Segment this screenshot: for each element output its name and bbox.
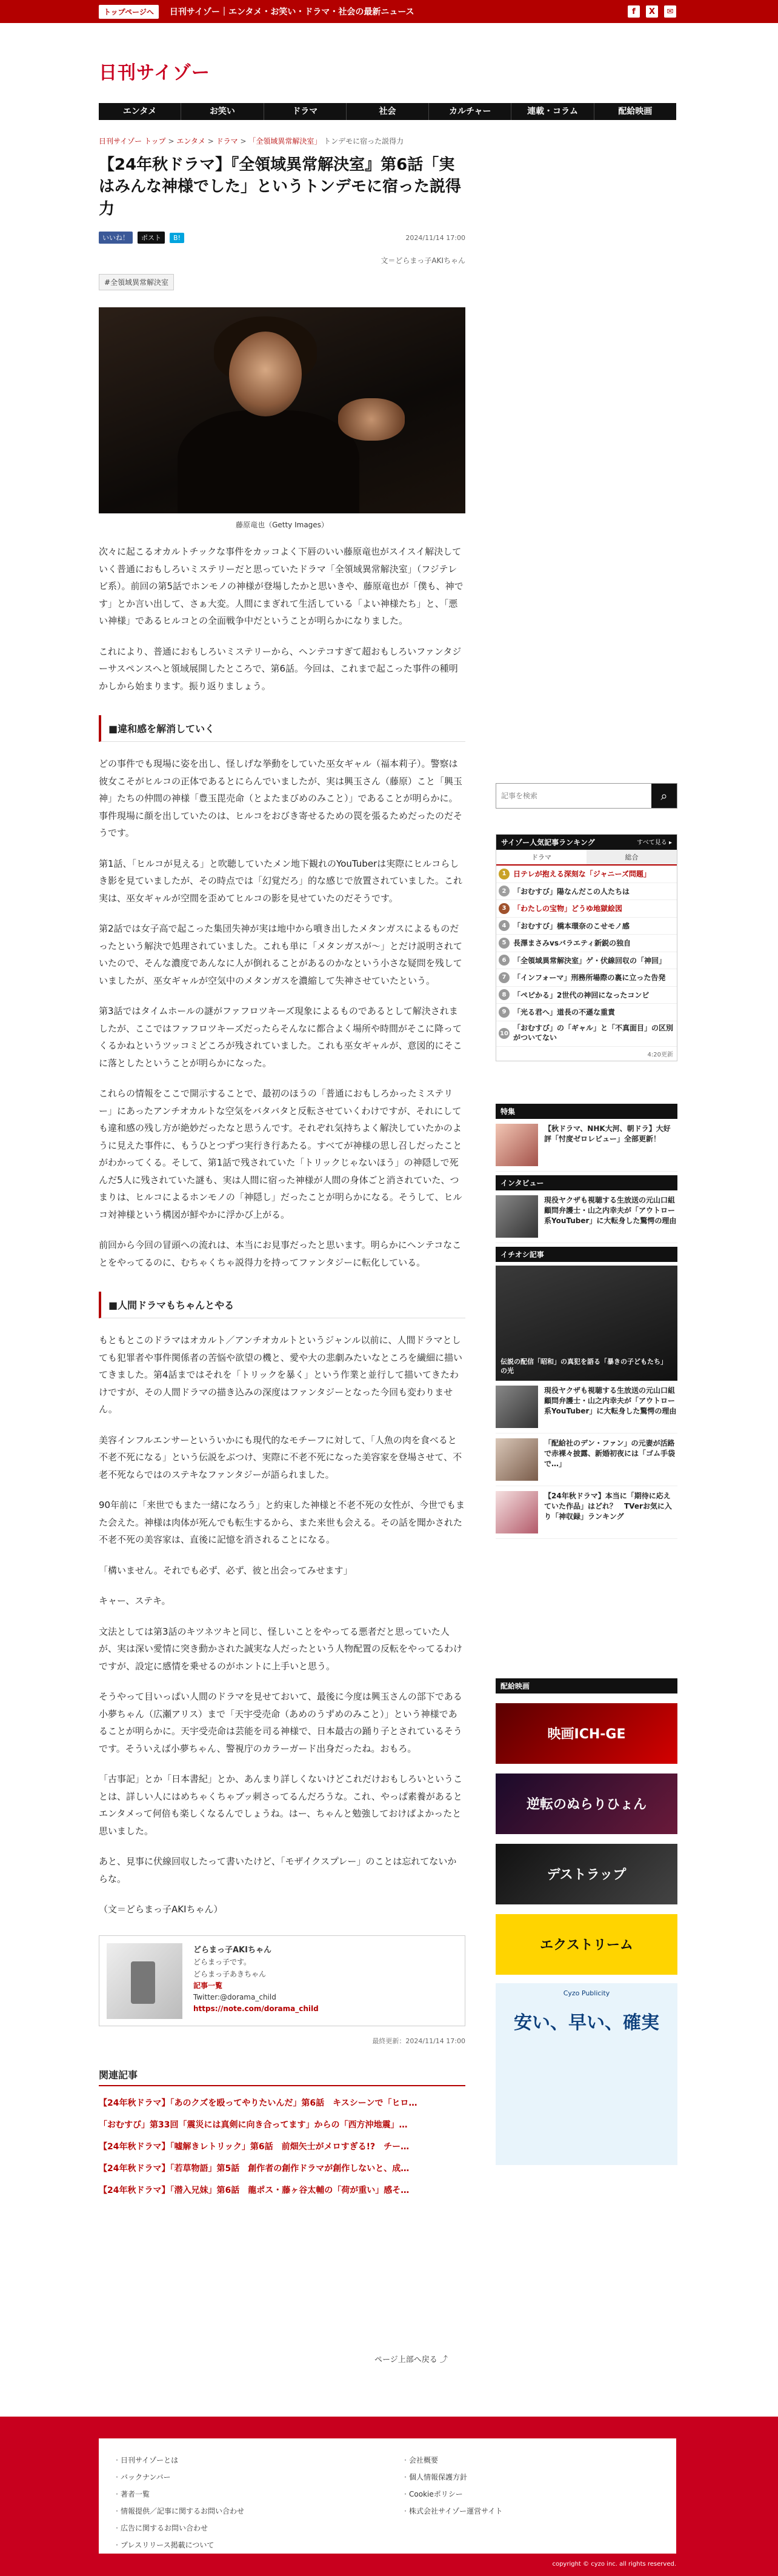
hero-figure-body xyxy=(178,410,359,513)
ranking-item[interactable] xyxy=(496,900,677,918)
share-row xyxy=(99,232,465,243)
ranking-item-title: 「ペピかる」2世代の神回になったコンビ xyxy=(513,990,650,999)
footer-col-1 xyxy=(113,2452,244,2554)
x-post-button[interactable]: ポスト xyxy=(138,232,165,244)
footer-col-2 xyxy=(402,2452,502,2520)
body-paragraph: 「構いません。それでも必ず、必ず、彼と出会ってみせます」 xyxy=(99,1564,353,1576)
search-icon[interactable]: ⌕ xyxy=(651,784,677,808)
ranking-item[interactable] xyxy=(496,1021,677,1047)
hero-figure-hand xyxy=(338,398,405,441)
rank-number: 6 xyxy=(499,955,510,966)
article-tag[interactable]: #全領域異常解決室 xyxy=(99,274,174,290)
promo-banner[interactable] xyxy=(496,1983,677,2165)
body-paragraph: これらの情報をここで開示することで、最初のほうの「普通におもしろかったミステリー」にあったアンチオカルトな空気をバタバタと反転させていくわけですが、それにしても違和感の残し方が絶妙だったなと思うんです。それぞれ気持ちよく解決していたかのように見えた事件に、もうひとつずつ実行き行あたる。すべてが神様の思し召しだったことがわかってくる。そして、第1話で残されていた「トリックじゃないほう」の神隠しで死んだ5人に残されていた謎も、実は人間に宿った神様が人間の身体ごと消されていた、つまりは、ヒルコによるホンモノの「神隠し」だったことが明らかになる。そうして、ヒルコ対神様という構図が鮮やかに浮かび上がる。 xyxy=(99,1088,462,1220)
top-bar xyxy=(0,0,778,23)
interview-title: 現役ヤクザも視聴する生放送の元山口組顧問弁護士・山之内幸夫が「アウトロー系YouTuber」に大転身した驚愕の理由 xyxy=(544,1195,677,1226)
breadcrumb-show[interactable]: 「全領域異常解決室」 xyxy=(248,137,322,145)
footer-link[interactable]: ・ プレスリリース掲載について xyxy=(113,2537,244,2554)
breadcrumb-sep: > xyxy=(240,137,247,145)
rank-number: 10 xyxy=(499,1028,510,1039)
nav-item-culture[interactable]: カルチャー xyxy=(429,103,511,120)
promo-sub: Cyzo Publicity xyxy=(563,1989,610,1997)
rank-number: 7 xyxy=(499,972,510,983)
breadcrumb-sep: > xyxy=(168,137,175,145)
mail-icon[interactable]: ✉ xyxy=(664,5,676,18)
movie-banner[interactable]: デストラップ xyxy=(496,1844,677,1904)
movie-header: 配給映画 xyxy=(496,1678,677,1693)
x-icon[interactable]: X xyxy=(646,5,658,18)
nav-item-movie[interactable]: 配給映画 xyxy=(618,107,653,116)
movie-banner[interactable]: 逆転のぬらりひょん xyxy=(496,1774,677,1834)
author-avatar xyxy=(107,1943,182,2019)
last-updated: 最終更新：2024/11/14 17:00 xyxy=(372,2037,465,2045)
breadcrumb-current: トンデモに宿った説得力 xyxy=(324,137,404,145)
ranking-item-title: 「おむすび」の「ギャル」と「不真面目」の区別がついてない xyxy=(513,1024,674,1042)
facebook-like-button[interactable]: いいね！ xyxy=(99,232,133,244)
ranking-more-link[interactable]: すべて見る ▸ xyxy=(637,839,672,846)
main-nav xyxy=(99,103,676,120)
site-logo-text: 日刊サイゾー xyxy=(99,62,210,84)
body-paragraph: そうやって目いっぱい人間のドラマを見せておいて、最後に今度は興玉さんの部下である小夢ちゃん（広瀬アリス）まで「天宇受売命（あめのうずめのみこと）」という神様であることが明らかに。天宇受売命は芸能を司る神様で、日本最古の踊り子とされているそうです。そういえば小夢ちゃん、警視庁のカラーガード出身だったね。おもろ。 xyxy=(99,1691,462,1754)
feature-thumbnail xyxy=(496,1124,538,1166)
interview-header: インタビュー xyxy=(496,1175,677,1190)
social-links xyxy=(628,5,676,18)
interview-thumbnail xyxy=(496,1195,538,1238)
sidebar xyxy=(496,783,677,2165)
page-top-label: ページ上部へ戻る xyxy=(374,2355,437,2364)
feature-item[interactable] xyxy=(496,1119,677,1172)
footer-link[interactable]: ・ 株式会社サイゾー運営サイト xyxy=(402,2503,502,2520)
tab-all[interactable]: 総合 xyxy=(587,850,677,864)
body-paragraph: どの事件でも現場に姿を出し、怪しげな挙動をしていた巫女ギャル（福本莉子）。警察は彼女こそがヒルコの正体であるとにらんでいましたが、実は興玉さん（藤原）こと「興玉神」たちの仲間の神様「豊玉毘売命（とよたまびめのみこと）」であることが明らかに。事件現場に顔を出していたのは、ヒルコをおびき寄せるための罠を張るためだったのだそうです。 xyxy=(99,758,463,839)
author-url[interactable]: https://note.com/dorama_child xyxy=(193,2004,319,2014)
footer-link[interactable]: ・ Cookieポリシー xyxy=(402,2486,502,2503)
hatena-bookmark-button[interactable]: B! xyxy=(170,233,184,243)
ranking-item[interactable] xyxy=(496,918,677,935)
footer xyxy=(0,2417,778,2576)
feature-title: 【秋ドラマ、NHK大河、朝ドラ】大好評「忖度ゼロレビュー」全部更新！ xyxy=(544,1124,671,1143)
ranking-item-title: 「おむすび」橋本環奈のこせモノ感 xyxy=(513,921,630,930)
author-name[interactable]: どらまっ子AKIちゃん xyxy=(193,1945,271,1955)
movie-banner[interactable]: エクストリーム xyxy=(496,1914,677,1975)
arrow-up-icon: ⤴ xyxy=(439,2355,448,2364)
copyright: copyright © cyzo inc. all rights reserved. xyxy=(552,2561,676,2568)
ranking-item-title: 「全領域異常解決室」ゲ・伏線回収の「神回」 xyxy=(513,956,667,965)
ranking-header xyxy=(496,835,677,850)
ranking-item[interactable] xyxy=(496,883,677,901)
pickup-item[interactable] xyxy=(496,1381,677,1433)
body-paragraph: 美容インフルエンサーといういかにも現代的なモチーフに対して、「人魚の肉を食べると不老不死になる」という伝説をぶつけ、実際に不老不死になった美容家を登場させて、不老不死ならではのステキなファンタジーが語られました。 xyxy=(99,1434,462,1480)
facebook-icon[interactable]: f xyxy=(628,5,640,18)
related-list xyxy=(99,2092,465,2201)
author-bio-2: どらまっ子あきちゃん xyxy=(193,1969,267,1978)
rank-number: 3 xyxy=(499,903,510,914)
ranking-updated: 4:20更新 xyxy=(647,1051,673,1058)
ranking-list xyxy=(496,866,677,1047)
footer-link[interactable]: ・ バックナンバー xyxy=(113,2469,244,2486)
footer-link[interactable]: ・ 広告に関するお問い合わせ xyxy=(113,2520,244,2537)
pickup-title: 現役ヤクザも視聴する生放送の元山口組顧問弁護士・山之内幸夫が「アウトロー系YouTuber」に大転身した驚愕の理由 xyxy=(544,1386,677,1416)
promo-title: 安い、早い、確実 xyxy=(514,2012,659,2034)
ranking-item[interactable] xyxy=(496,987,677,1004)
hero-photo xyxy=(99,307,465,513)
author-twitter[interactable]: Twitter:@dorama_child xyxy=(193,1993,276,2002)
search-input[interactable] xyxy=(496,784,651,808)
breadcrumb xyxy=(99,136,404,146)
body-paragraph: もともとこのドラマはオカルト／アンチオカルトというジャンル以前に、人間ドラマとしても犯罪者や事件関係者の苦悩や欲望の機と、愛や大の悲劇みたいなところを繊細に描いてきました。第4話まではそれを「トリックを暴く」という作業と並行して描いてきたわけですが、その人間ドラマの描き込みの深度はファンタジーとなった今回も変わりません。 xyxy=(99,1335,463,1415)
page-top-link[interactable] xyxy=(374,2353,448,2364)
pickup-thumbnail xyxy=(496,1438,538,1481)
related-link[interactable]: 【24年秋ドラマ】「潜入兄妹」第6話 龍ポス・藤ヶ谷太輔の「荷が重い」感そ… xyxy=(99,2185,410,2195)
site-tagline: 日刊サイゾー｜エンタメ・お笑い・ドラマ・社会の最新ニュース xyxy=(169,7,414,17)
publish-date: 2024/11/14 17:00 xyxy=(405,233,465,242)
movie-section xyxy=(496,1678,677,1975)
toppage-button[interactable]: トップページへ xyxy=(99,5,159,19)
rank-number: 9 xyxy=(499,1007,510,1018)
rank-number: 5 xyxy=(499,938,510,949)
feature-section xyxy=(496,1104,677,1172)
body-paragraph: 第1話、「ヒルコが見える」と吹聴していたメン地下観れのYouTuberは実際にヒルコらしき影を見ていましたが、その時点では「幻覚だろ」的な感じで放置されていました。これ実は、巫女ギャルが空間を歪めてヒルコの影を見せていたのだそうです。 xyxy=(99,858,463,904)
nav-item-column[interactable]: 連載・コラム xyxy=(511,103,594,120)
rank-number: 8 xyxy=(499,989,510,1000)
footer-link[interactable]: ・ 情報提供／記事に関するお問い合わせ xyxy=(113,2503,244,2520)
footer-links xyxy=(99,2438,676,2554)
related-link[interactable]: 「おむすび」第33回「震災には真剣に向き合ってます」からの「西方沖地震」… xyxy=(99,2120,408,2130)
pickup-section xyxy=(496,1247,677,1539)
feature-header: 特集 xyxy=(496,1104,677,1119)
section-heading: ■人間ドラマもちゃんとやる xyxy=(99,1292,465,1318)
rank-number: 2 xyxy=(499,886,510,896)
site-logo[interactable] xyxy=(99,59,210,82)
author-profile xyxy=(99,1935,465,2026)
author-profile-text xyxy=(193,1944,319,2015)
related-heading: 関連記事 xyxy=(99,2067,465,2086)
pickup-title: 【24年秋ドラマ】本当に「期待に応えていた作品」はどれ？ TVerお気に入り「神収録」ランキング xyxy=(544,1491,672,1521)
ranking-item-title: 「おむすび」陽なんだこの人たちは xyxy=(513,887,630,896)
related-link[interactable]: 【24年秋ドラマ】「若草物語」第5話 創作者の創作ドラマが創作しないと、成… xyxy=(99,2163,410,2174)
nav-item-shakai[interactable]: 社会 xyxy=(347,103,429,120)
pickup-thumbnail xyxy=(496,1386,538,1428)
ranking-item-title: 日テレが抱える深刻な「ジャニーズ問題」 xyxy=(513,870,651,879)
article-headline: 【24年秋ドラマ】『全領域異常解決室』第6話「実はみんな神様でした」というトンデモに宿った説得力 xyxy=(99,156,462,218)
author-article-list-link[interactable]: 記事一覧 xyxy=(193,1981,223,1990)
breadcrumb-drama[interactable]: ドラマ xyxy=(216,137,238,145)
breadcrumb-sep: > xyxy=(207,137,214,145)
pickup-hero-image[interactable] xyxy=(496,1266,677,1381)
body-paragraph: 「古事記」とか「日本書紀」とか、あんまり詳しくないけどこれだけおもしろいということは、詳しい人にはめちゃくちゃブッ刺さってるんだろうな。これ、やっぱ素養があるとエンタメって何倍も楽しくなるんでしょうね。はー、ちゃんと勉強しておけばよかったと思いました。 xyxy=(99,1774,463,1837)
breadcrumb-entame[interactable]: エンタメ xyxy=(176,137,205,145)
nav-item-owarai[interactable]: お笑い xyxy=(181,103,264,120)
ranking-item-title: 「わたしの宝物」どうゆ地獄絵図 xyxy=(513,904,623,913)
body-paragraph: 90年前に「来世でもまた一緒になろう」と約束した神様と不老不死の女性が、今世でもまた会えた。神様は肉体が死んでも転生するから、また来世も会える。その話を聞かされた不老不死の美容家は、直後に記憶を消されることになる。 xyxy=(99,1500,465,1546)
author-line: 文＝どらまっ子AKIちゃん xyxy=(381,256,465,265)
pickup-title: 「配給社のデン・ファン」の元妻が活路で赤裸々披露、新婚初夜には「ゴム手袋で…」 xyxy=(544,1438,676,1469)
nav-item-entame[interactable]: エンタメ xyxy=(99,103,181,120)
movie-banner[interactable]: 映画ICH-GE xyxy=(496,1703,677,1764)
ranking-item-title: 「光る君へ」道長の不遜な重責 xyxy=(513,1008,616,1017)
hero-figure-face xyxy=(229,332,302,416)
pickup-hero-caption: 伝説の配信「昭和」の真犯を語る「暴きの子どもたち」の光 xyxy=(500,1357,667,1375)
ranking-tabs xyxy=(496,850,677,866)
interview-section xyxy=(496,1175,677,1243)
ranking-item[interactable] xyxy=(496,952,677,970)
body-paragraph: 文法としては第3話のキツネツキと同じ、怪しいことをやってる悪者だと思っていた人が、実は深い愛情に突き動かされた誠実な人だったという人物配置の反転をやってるわけですが、設定に感情を乗せるのがホントに上手いと思う。 xyxy=(99,1626,463,1672)
rank-number: 4 xyxy=(499,920,510,931)
ranking-item[interactable] xyxy=(496,935,677,952)
ranking-title: サイゾー人気記事ランキング xyxy=(501,838,595,847)
tab-drama[interactable]: ドラマ xyxy=(496,850,587,864)
ranking-box xyxy=(496,834,677,1061)
ranking-item-title: 「インフォーマ」刑務所場際の裏に立った告発 xyxy=(513,973,666,983)
pickup-item[interactable] xyxy=(496,1433,677,1486)
ranking-item[interactable] xyxy=(496,866,677,883)
body-paragraph: あと、見事に伏線回収したって書いたけど、「モザイクスプレー」のことは忘れてないからな。 xyxy=(99,1856,457,1884)
body-paragraph: 前回から今回の冒頭への流れは、本当にお見事だったと思います。明らかにヘンテコなことをやってるのに、むちゃくちゃ説得力を持ってファンタジーに転化している。 xyxy=(99,1240,462,1268)
footer-link[interactable]: ・ 日刊サイゾーとは xyxy=(113,2452,244,2469)
body-paragraph: 第2話では女子高で起こった集団失神が実は地中から噴き出したメタンガスによるものだったという解決で処理されていました。これも単に「メタンガスが～」とだけ説明されていたので、そんな濃度であんなに人が倒れることがあるのかなという小さな疑問を残していましたが、巫女ギャルが空気中のメタンガスを濃縮して失神させていたという。 xyxy=(99,923,463,986)
article xyxy=(99,154,465,2201)
footer-link[interactable]: ・ 会社概要 xyxy=(402,2452,502,2469)
pickup-header: イチオシ記事 xyxy=(496,1247,677,1262)
ranking-item[interactable] xyxy=(496,969,677,987)
photo-caption: 藤原竜也（Getty Images） xyxy=(236,521,328,530)
footer-link[interactable]: ・ 著者一覧 xyxy=(113,2486,244,2503)
related-link[interactable]: 【24年秋ドラマ】「嘘解きレトリック」第6話 前畑矢士がメロすぎる!? チー… xyxy=(99,2141,410,2152)
body-paragraph: （文＝どらまっ子AKIちゃん） xyxy=(99,1904,223,1915)
search-box xyxy=(496,783,677,809)
pickup-thumbnail xyxy=(496,1491,538,1533)
body-paragraph: 次々に起こるオカルトチックな事件をカッコよく下唇のいい藤原竜也がスイスイ解決していく普通におもしろいミステリーだと思っていたドラマ「全領域異常解決室」（フジテレビ系）。前回の第5話でホンモノの神様が登場したかと思いきや、藤原竜也が「僕も、神です」とか言い出して、さぁ大変。人間にまぎれて生活している「よい神様たち」と、「悪い神様」であるヒルコとの全面戦争中だということが明らかになりました。 xyxy=(99,546,464,627)
top-bar-left xyxy=(99,5,414,18)
rank-number: 1 xyxy=(499,869,510,879)
section-heading: ■違和感を解消していく xyxy=(99,715,465,742)
nav-item-drama[interactable]: ドラマ xyxy=(264,103,347,120)
author-bio: どらまっ子です。 xyxy=(193,1958,251,1967)
body-paragraph: キャー、ステキ。 xyxy=(99,1595,171,1607)
related-link[interactable]: 【24年秋ドラマ】「あのクズを殴ってやりたいんだ」第6話 キスシーンで「ヒロ… xyxy=(99,2098,417,2108)
footer-link[interactable]: ・ 個人情報保護方針 xyxy=(402,2469,502,2486)
interview-item[interactable] xyxy=(496,1190,677,1243)
ranking-item[interactable] xyxy=(496,1004,677,1021)
breadcrumb-home[interactable]: 日刊サイゾー トップ xyxy=(99,137,166,145)
ranking-item-title: 長澤まさみvsバラエティ新鋭の独自 xyxy=(513,939,631,948)
body-paragraph: これにより、普通におもしろいミステリーから、ヘンテコすぎて超おもしろいファンタジーサスペンスへと領域展開したところで、第6話。今回は、これまで起こった事件の種明かしから始まります。振り返りましょう。 xyxy=(99,646,462,692)
pickup-item[interactable] xyxy=(496,1486,677,1539)
body-paragraph: 第3話ではタイムホールの謎がファフロツキーズ現象によるものであるとして解決されましたが、ここではファフロツキーズだったらそんなに都合よく場所や時間がそこに降ってくるかねというツッコミどころが残されていました。これも巫女ギャルが、意図的にそこに落としたということが明らかになった。 xyxy=(99,1006,462,1069)
